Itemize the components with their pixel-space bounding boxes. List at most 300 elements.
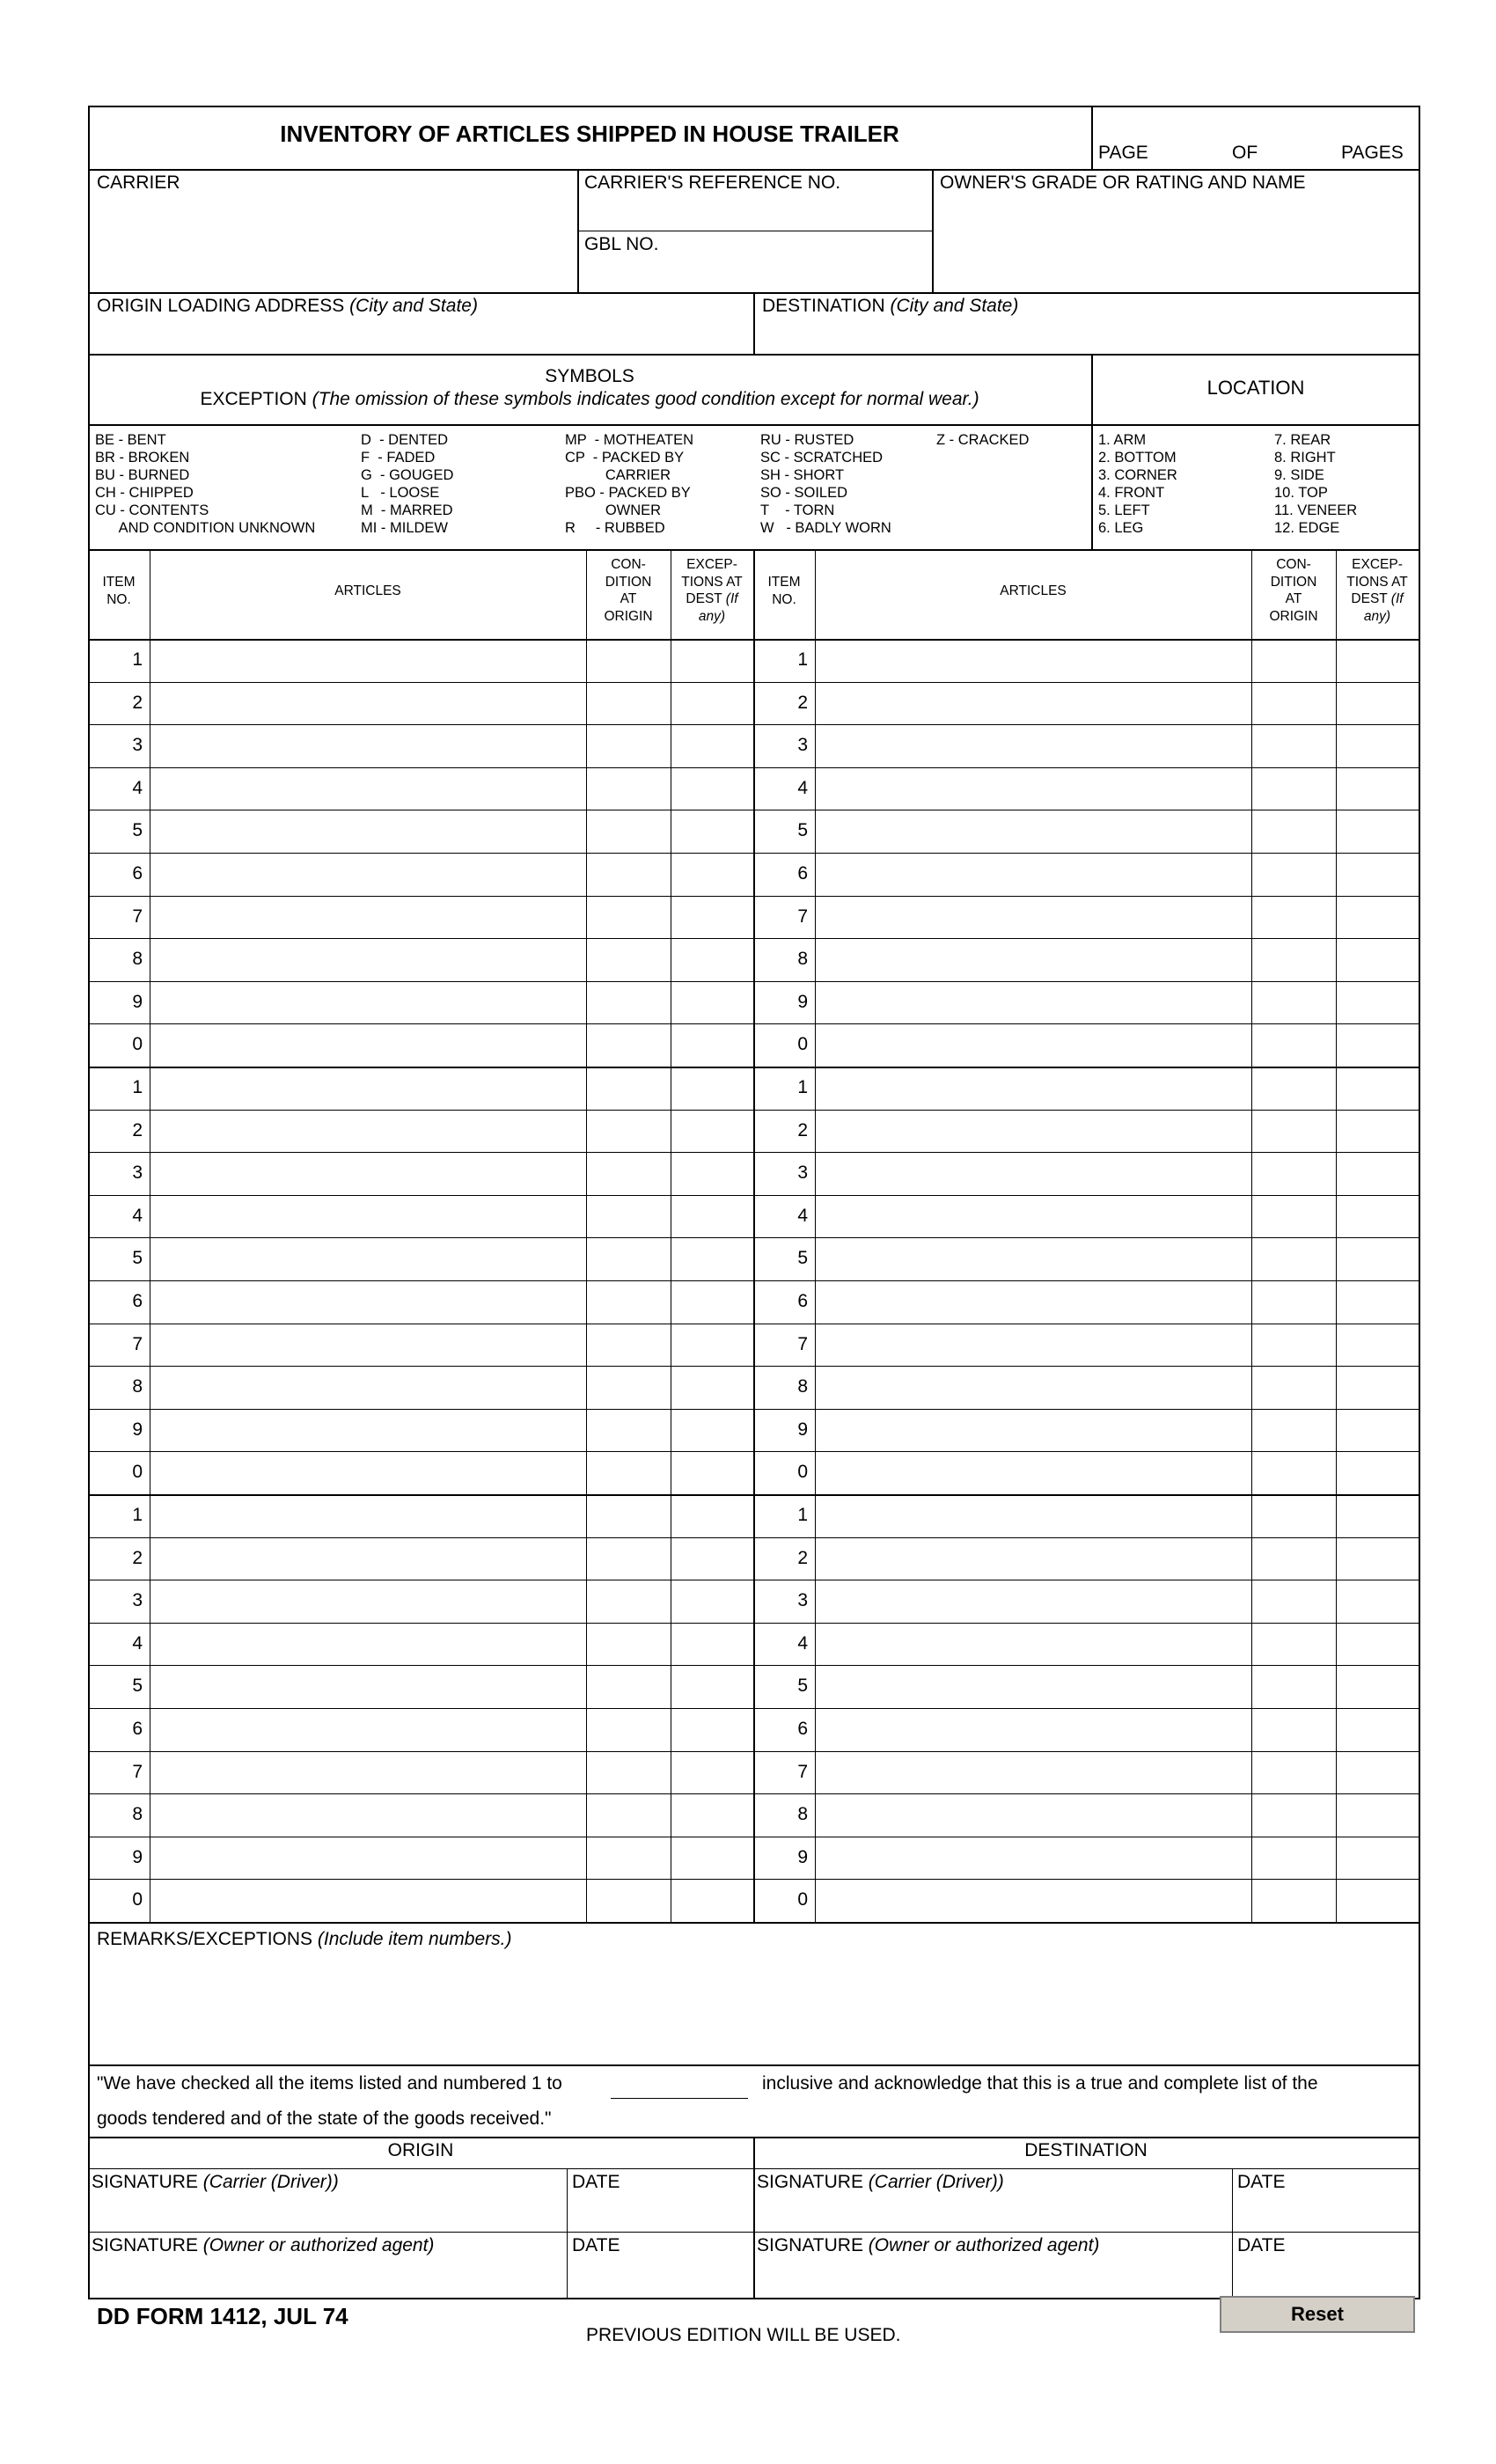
article-input-right[interactable] xyxy=(817,899,1250,935)
condition-origin-input-right[interactable] xyxy=(1253,813,1334,849)
article-input-left[interactable] xyxy=(151,1327,584,1363)
condition-origin-input-left[interactable] xyxy=(588,1712,669,1748)
article-input-right[interactable] xyxy=(817,1541,1250,1577)
condition-origin-input-right[interactable] xyxy=(1253,1412,1334,1448)
exceptions-dest-input-right[interactable] xyxy=(1338,1797,1417,1833)
condition-origin-input-right[interactable] xyxy=(1253,1583,1334,1619)
exceptions-dest-input-right[interactable] xyxy=(1338,1498,1417,1534)
symbols-column-3: MP - MOTHEATEN CP - PACKED BY CARRIER PBO - PACKED BY OWNER R - RUBBED xyxy=(565,432,694,536)
condition-origin-input-left[interactable] xyxy=(588,1412,669,1448)
condition-origin-input-right[interactable] xyxy=(1253,1241,1334,1277)
exceptions-dest-input-right[interactable] xyxy=(1338,856,1417,892)
article-input-left[interactable] xyxy=(151,1755,584,1791)
article-input-right[interactable] xyxy=(817,1455,1250,1491)
exceptions-dest-input-left[interactable] xyxy=(672,1113,752,1149)
exceptions-dest-input-left[interactable] xyxy=(672,1583,752,1619)
exceptions-dest-input-right[interactable] xyxy=(1338,771,1417,807)
condition-header-line: DITION xyxy=(605,574,652,590)
row-number-left: 3 xyxy=(132,1590,143,1611)
exceptions-dest-input-left[interactable] xyxy=(672,1626,752,1662)
exceptions-header-line: TIONS AT xyxy=(1346,574,1408,590)
row-number-right: 4 xyxy=(797,1205,808,1226)
article-input-left[interactable] xyxy=(151,686,584,722)
article-input-right[interactable] xyxy=(817,1626,1250,1662)
article-input-left[interactable] xyxy=(151,1455,584,1491)
article-input-left[interactable] xyxy=(151,1070,584,1106)
exceptions-dest-input-left[interactable] xyxy=(672,1284,752,1320)
article-input-left[interactable] xyxy=(151,1027,584,1063)
row-number-right: 5 xyxy=(797,820,808,841)
article-input-right[interactable] xyxy=(817,1882,1250,1918)
condition-origin-input-left[interactable] xyxy=(588,1755,669,1791)
article-input-right[interactable] xyxy=(817,1327,1250,1363)
exceptions-dest-input-right[interactable] xyxy=(1338,985,1417,1021)
article-input-right[interactable] xyxy=(817,1712,1250,1748)
condition-origin-input-right[interactable] xyxy=(1253,1668,1334,1705)
condition-origin-input-left[interactable] xyxy=(588,1155,669,1192)
row-number-right: 4 xyxy=(797,1632,808,1654)
item-no-header-right: ITEM NO. xyxy=(767,575,801,607)
condition-origin-input-right[interactable] xyxy=(1253,1113,1334,1149)
pages-label: PAGES xyxy=(1341,143,1404,163)
origin-owner-signature-label xyxy=(92,2235,434,2256)
condition-origin-input-right[interactable] xyxy=(1253,1755,1334,1791)
exceptions-dest-input-right[interactable] xyxy=(1338,1455,1417,1491)
article-input-left[interactable] xyxy=(151,1412,584,1448)
owner-agent-hint: (Owner or authorized agent) xyxy=(868,2235,1100,2255)
form-title: INVENTORY OF ARTICLES SHIPPED IN HOUSE TRAILER xyxy=(280,121,899,147)
article-input-right[interactable] xyxy=(817,1155,1250,1192)
article-input-left[interactable] xyxy=(151,1840,584,1876)
row-number-left: 6 xyxy=(132,863,143,884)
row-number-left: 3 xyxy=(132,735,143,756)
exceptions-header-right xyxy=(1336,556,1419,625)
exceptions-dest-input-left[interactable] xyxy=(672,1070,752,1106)
origin-carrier-signature-input[interactable] xyxy=(92,2196,563,2226)
condition-origin-input-right[interactable] xyxy=(1253,728,1334,764)
article-input-right[interactable] xyxy=(817,1241,1250,1277)
exceptions-dest-input-right[interactable] xyxy=(1338,899,1417,935)
exceptions-dest-input-left[interactable] xyxy=(672,1668,752,1705)
row-number-left: 7 xyxy=(132,1333,143,1354)
condition-origin-input-left[interactable] xyxy=(588,1113,669,1149)
condition-origin-input-right[interactable] xyxy=(1253,899,1334,935)
condition-origin-input-left[interactable] xyxy=(588,686,669,722)
condition-origin-input-right[interactable] xyxy=(1253,771,1334,807)
article-input-right[interactable] xyxy=(817,1840,1250,1876)
article-input-right[interactable] xyxy=(817,686,1250,722)
exceptions-dest-input-right[interactable] xyxy=(1338,1284,1417,1320)
condition-header-left xyxy=(586,556,671,625)
article-input-left[interactable] xyxy=(151,1668,584,1705)
exceptions-dest-input-left[interactable] xyxy=(672,686,752,722)
statement-part-1: "We have checked all the items listed and numbered 1 to xyxy=(97,2073,562,2094)
destination-owner-date-label: DATE xyxy=(1237,2235,1286,2255)
article-input-left[interactable] xyxy=(151,1583,584,1619)
exceptions-dest-input-right[interactable] xyxy=(1338,642,1417,678)
origin-owner-date-label: DATE xyxy=(572,2235,620,2255)
exceptions-dest-input-left[interactable] xyxy=(672,1840,752,1876)
owner-grade-label: OWNER'S GRADE OR RATING AND NAME xyxy=(940,172,1306,193)
article-input-right[interactable] xyxy=(817,1369,1250,1405)
exceptions-header-line: any) xyxy=(1363,608,1391,624)
article-input-right[interactable] xyxy=(817,1755,1250,1791)
condition-header-line: CON- xyxy=(1276,557,1311,572)
exceptions-dest-input-right[interactable] xyxy=(1338,1070,1417,1106)
article-input-right[interactable] xyxy=(817,1668,1250,1705)
article-input-left[interactable] xyxy=(151,985,584,1021)
origin-owner-signature-input[interactable] xyxy=(92,2260,563,2290)
row-number-right: 5 xyxy=(797,1676,808,1697)
symbols-column-4: RU - RUSTED SC - SCRATCHED SH - SHORT SO - SOILED T - TORN W - BADLY WORN xyxy=(760,432,891,536)
condition-origin-input-left[interactable] xyxy=(588,1498,669,1534)
article-input-left[interactable] xyxy=(151,1498,584,1534)
article-input-left[interactable] xyxy=(151,1882,584,1918)
carrier-driver-hint: (Carrier (Driver)) xyxy=(202,2172,339,2192)
item-no-header-left: ITEM NO. xyxy=(102,575,136,607)
exceptions-dest-input-left[interactable] xyxy=(672,642,752,678)
exceptions-dest-input-right[interactable] xyxy=(1338,1882,1417,1918)
row-number-left: 6 xyxy=(132,1291,143,1311)
row-number-left: 9 xyxy=(132,1419,143,1440)
exceptions-dest-input-right[interactable] xyxy=(1338,1327,1417,1363)
row-number-right: 7 xyxy=(797,1761,808,1782)
article-input-right[interactable] xyxy=(817,771,1250,807)
condition-origin-input-left[interactable] xyxy=(588,1668,669,1705)
condition-header-line: DITION xyxy=(1270,574,1317,590)
exceptions-dest-input-left[interactable] xyxy=(672,1327,752,1363)
article-input-left[interactable] xyxy=(151,1626,584,1662)
article-input-right[interactable] xyxy=(817,1498,1250,1534)
exceptions-dest-input-left[interactable] xyxy=(672,1498,752,1534)
article-input-right[interactable] xyxy=(817,985,1250,1021)
row-number-right: 9 xyxy=(797,1846,808,1867)
article-input-right[interactable] xyxy=(817,1199,1250,1235)
row-number-left: 6 xyxy=(132,1719,143,1739)
row-number-right: 0 xyxy=(797,1034,808,1055)
row-number-left: 1 xyxy=(132,1505,143,1525)
destination-carrier-date-input[interactable] xyxy=(1236,2196,1415,2226)
form-id: DD FORM 1412, JUL 74 xyxy=(97,2303,348,2329)
remarks-hint: (Include item numbers.) xyxy=(317,1929,512,1949)
article-input-right[interactable] xyxy=(817,856,1250,892)
article-input-right[interactable] xyxy=(817,1583,1250,1619)
article-input-left[interactable] xyxy=(151,1199,584,1235)
article-input-right[interactable] xyxy=(817,642,1250,678)
destination-carrier-signature-label xyxy=(757,2172,1004,2193)
condition-origin-input-left[interactable] xyxy=(588,1199,669,1235)
carrier-input[interactable] xyxy=(92,195,574,289)
exceptions-dest-input-right[interactable] xyxy=(1338,1241,1417,1277)
row-number-right: 8 xyxy=(797,1804,808,1825)
exceptions-dest-input-right[interactable] xyxy=(1338,1668,1417,1705)
destination-owner-signature-input[interactable] xyxy=(757,2260,1228,2290)
row-number-left: 9 xyxy=(132,1846,143,1867)
row-number-right: 8 xyxy=(797,949,808,970)
condition-origin-input-left[interactable] xyxy=(588,1369,669,1405)
location-title: LOCATION xyxy=(1206,377,1305,399)
condition-origin-input-left[interactable] xyxy=(588,1327,669,1363)
exceptions-dest-input-left[interactable] xyxy=(672,1797,752,1833)
exceptions-dest-input-right[interactable] xyxy=(1338,942,1417,978)
destination-heading: DESTINATION xyxy=(1024,2140,1148,2160)
condition-origin-input-right[interactable] xyxy=(1253,686,1334,722)
origin-owner-date-input[interactable] xyxy=(570,2260,750,2290)
exceptions-if-text: (If xyxy=(725,591,738,606)
article-input-left[interactable] xyxy=(151,1113,584,1149)
articles-header-left: ARTICLES xyxy=(334,583,401,598)
symbols-column-2: D - DENTED F - FADED G - GOUGED L - LOOSE M - MARRED MI - MILDEW xyxy=(361,432,454,536)
exceptions-dest-input-right[interactable] xyxy=(1338,1840,1417,1876)
destination-hint: (City and State) xyxy=(890,296,1019,316)
exceptions-dest-input-right[interactable] xyxy=(1338,1583,1417,1619)
exceptions-dest-input-left[interactable] xyxy=(672,1712,752,1748)
condition-origin-input-right[interactable] xyxy=(1253,1455,1334,1491)
condition-origin-input-left[interactable] xyxy=(588,856,669,892)
condition-origin-input-left[interactable] xyxy=(588,728,669,764)
row-number-left: 5 xyxy=(132,1676,143,1697)
row-number-right: 9 xyxy=(797,1419,808,1440)
condition-origin-input-left[interactable] xyxy=(588,813,669,849)
carrier-reference-label: CARRIER'S REFERENCE NO. xyxy=(584,172,841,193)
exceptions-if-text: (If xyxy=(1390,591,1404,606)
remarks-label-text: REMARKS/EXCEPTIONS xyxy=(97,1929,318,1949)
exceptions-dest-input-left[interactable] xyxy=(672,1882,752,1918)
destination-label xyxy=(762,296,1018,317)
row-number-right: 1 xyxy=(797,649,808,670)
exceptions-dest-input-right[interactable] xyxy=(1338,728,1417,764)
condition-origin-input-right[interactable] xyxy=(1253,856,1334,892)
exceptions-dest-input-left[interactable] xyxy=(672,1455,752,1491)
exceptions-dest-input-left[interactable] xyxy=(672,728,752,764)
articles-header-right: ARTICLES xyxy=(1000,583,1067,598)
article-input-left[interactable] xyxy=(151,899,584,935)
exceptions-dest-input-right[interactable] xyxy=(1338,1712,1417,1748)
sig-label: SIGNATURE xyxy=(92,2235,203,2255)
previous-edition-note: PREVIOUS EDITION WILL BE USED. xyxy=(586,2325,901,2345)
exceptions-header-line xyxy=(671,590,753,608)
article-input-left[interactable] xyxy=(151,1155,584,1192)
article-input-left[interactable] xyxy=(151,728,584,764)
article-input-left[interactable] xyxy=(151,642,584,678)
exceptions-dest-input-right[interactable] xyxy=(1338,1199,1417,1235)
exceptions-dest-input-left[interactable] xyxy=(672,1027,752,1063)
exceptions-dest-input-left[interactable] xyxy=(672,813,752,849)
carrier-label: CARRIER xyxy=(97,172,180,193)
exceptions-dest-input-left[interactable] xyxy=(672,1412,752,1448)
article-input-right[interactable] xyxy=(817,1027,1250,1063)
condition-origin-input-left[interactable] xyxy=(588,1840,669,1876)
condition-origin-input-right[interactable] xyxy=(1253,985,1334,1021)
condition-header-line: ORIGIN xyxy=(1269,608,1318,624)
row-number-right: 6 xyxy=(797,1719,808,1739)
exceptions-dest-input-right[interactable] xyxy=(1338,1369,1417,1405)
row-number-left: 3 xyxy=(132,1162,143,1184)
exceptions-header-line: any) xyxy=(698,608,726,624)
row-number-right: 7 xyxy=(797,1333,808,1354)
condition-origin-input-left[interactable] xyxy=(588,771,669,807)
origin-carrier-date-input[interactable] xyxy=(570,2196,750,2226)
condition-header-line: AT xyxy=(620,591,637,606)
origin-carrier-signature-label xyxy=(92,2172,339,2193)
article-input-right[interactable] xyxy=(817,1797,1250,1833)
row-number-right: 8 xyxy=(797,1376,808,1397)
row-number-right: 1 xyxy=(797,1505,808,1525)
condition-origin-input-right[interactable] xyxy=(1253,1882,1334,1918)
exception-note xyxy=(88,389,1091,410)
exceptions-dest-input-right[interactable] xyxy=(1338,686,1417,722)
exceptions-dest-input-left[interactable] xyxy=(672,899,752,935)
condition-origin-input-right[interactable] xyxy=(1253,1712,1334,1748)
condition-origin-input-left[interactable] xyxy=(588,1797,669,1833)
row-number-left: 8 xyxy=(132,1376,143,1397)
origin-heading: ORIGIN xyxy=(387,2140,454,2160)
condition-origin-input-right[interactable] xyxy=(1253,1284,1334,1320)
destination-owner-signature-label xyxy=(757,2235,1099,2256)
condition-origin-input-right[interactable] xyxy=(1253,942,1334,978)
exceptions-header-line: EXCEP- xyxy=(1352,557,1403,572)
exceptions-dest-input-left[interactable] xyxy=(672,771,752,807)
exceptions-dest-input-right[interactable] xyxy=(1338,1155,1417,1192)
row-number-right: 1 xyxy=(797,1077,808,1097)
owner-agent-hint: (Owner or authorized agent) xyxy=(202,2235,435,2255)
exceptions-header-line: TIONS AT xyxy=(681,574,743,590)
origin-address-label-text: ORIGIN LOADING ADDRESS xyxy=(97,296,350,316)
exceptions-dest-input-left[interactable] xyxy=(672,856,752,892)
exceptions-dest-input-right[interactable] xyxy=(1338,1626,1417,1662)
article-input-right[interactable] xyxy=(817,1070,1250,1106)
exceptions-dest-input-right[interactable] xyxy=(1338,1541,1417,1577)
condition-origin-input-left[interactable] xyxy=(588,1541,669,1577)
origin-address-input[interactable] xyxy=(92,319,750,350)
exceptions-dest-input-left[interactable] xyxy=(672,1541,752,1577)
destination-input[interactable] xyxy=(757,319,1415,350)
row-number-left: 0 xyxy=(132,1889,143,1910)
article-input-right[interactable] xyxy=(817,813,1250,849)
article-input-left[interactable] xyxy=(151,1797,584,1833)
article-input-left[interactable] xyxy=(151,1369,584,1405)
condition-header-right xyxy=(1251,556,1336,625)
condition-origin-input-right[interactable] xyxy=(1253,1199,1334,1235)
remarks-input[interactable] xyxy=(92,1952,1415,2061)
condition-origin-input-left[interactable] xyxy=(588,1583,669,1619)
destination-carrier-signature-input[interactable] xyxy=(757,2196,1228,2226)
article-input-left[interactable] xyxy=(151,1541,584,1577)
condition-origin-input-left[interactable] xyxy=(588,642,669,678)
condition-origin-input-right[interactable] xyxy=(1253,1155,1334,1192)
row-number-right: 3 xyxy=(797,735,808,756)
exceptions-dest-input-left[interactable] xyxy=(672,1241,752,1277)
condition-origin-input-left[interactable] xyxy=(588,1882,669,1918)
article-input-left[interactable] xyxy=(151,1284,584,1320)
row-number-right: 5 xyxy=(797,1248,808,1269)
condition-origin-input-right[interactable] xyxy=(1253,1369,1334,1405)
remarks-label xyxy=(97,1929,511,1950)
condition-origin-input-left[interactable] xyxy=(588,1070,669,1106)
article-input-left[interactable] xyxy=(151,813,584,849)
condition-origin-input-right[interactable] xyxy=(1253,1327,1334,1363)
row-number-left: 9 xyxy=(132,991,143,1012)
article-input-left[interactable] xyxy=(151,1241,584,1277)
exceptions-dest-input-right[interactable] xyxy=(1338,1755,1417,1791)
exceptions-dest-input-left[interactable] xyxy=(672,1199,752,1235)
condition-origin-input-left[interactable] xyxy=(588,985,669,1021)
destination-owner-date-input[interactable] xyxy=(1236,2260,1415,2290)
symbols-title: SYMBOLS xyxy=(545,366,634,386)
article-input-left[interactable] xyxy=(151,942,584,978)
exceptions-dest-input-right[interactable] xyxy=(1338,1027,1417,1063)
exceptions-dest-input-left[interactable] xyxy=(672,1755,752,1791)
article-input-left[interactable] xyxy=(151,771,584,807)
condition-origin-input-right[interactable] xyxy=(1253,1027,1334,1063)
carrier-reference-input[interactable] xyxy=(581,195,929,229)
condition-origin-input-right[interactable] xyxy=(1253,1797,1334,1833)
symbols-column-1: BE - BENT BR - BROKEN BU - BURNED CH - CHIPPED CU - CONTENTS AND CONDITION UNKNOWN xyxy=(95,432,316,536)
condition-origin-input-right[interactable] xyxy=(1253,1840,1334,1876)
row-number-right: 7 xyxy=(797,906,808,927)
article-input-right[interactable] xyxy=(817,1113,1250,1149)
article-input-left[interactable] xyxy=(151,856,584,892)
exceptions-dest-input-left[interactable] xyxy=(672,1155,752,1192)
row-number-left: 1 xyxy=(132,1077,143,1097)
condition-origin-input-left[interactable] xyxy=(588,1241,669,1277)
row-number-left: 7 xyxy=(132,906,143,927)
destination-carrier-date-label: DATE xyxy=(1237,2172,1286,2192)
reset-button[interactable]: Reset xyxy=(1220,2296,1415,2333)
exceptions-dest-input-left[interactable] xyxy=(672,1369,752,1405)
condition-origin-input-right[interactable] xyxy=(1253,1498,1334,1534)
article-input-right[interactable] xyxy=(817,1412,1250,1448)
condition-origin-input-right[interactable] xyxy=(1253,642,1334,678)
row-number-left: 7 xyxy=(132,1761,143,1782)
condition-origin-input-right[interactable] xyxy=(1253,1626,1334,1662)
sig-label: SIGNATURE xyxy=(92,2172,203,2192)
symbols-column-5: Z - CRACKED xyxy=(936,432,1030,448)
condition-origin-input-left[interactable] xyxy=(588,1284,669,1320)
gbl-no-label: GBL NO. xyxy=(584,234,659,254)
condition-origin-input-left[interactable] xyxy=(588,1626,669,1662)
condition-origin-input-right[interactable] xyxy=(1253,1070,1334,1106)
row-number-right: 4 xyxy=(797,777,808,798)
condition-origin-input-left[interactable] xyxy=(588,1027,669,1063)
exceptions-dest-input-right[interactable] xyxy=(1338,1113,1417,1149)
page-number-input[interactable] xyxy=(1155,139,1225,164)
condition-origin-input-left[interactable] xyxy=(588,899,669,935)
row-number-left: 4 xyxy=(132,1205,143,1226)
article-input-right[interactable] xyxy=(817,728,1250,764)
last-item-number-input[interactable] xyxy=(611,2070,748,2096)
exceptions-dest-text: DEST xyxy=(1351,591,1391,606)
article-input-right[interactable] xyxy=(817,1284,1250,1320)
condition-origin-input-left[interactable] xyxy=(588,942,669,978)
condition-header-line: ORIGIN xyxy=(604,608,653,624)
exceptions-dest-input-right[interactable] xyxy=(1338,1412,1417,1448)
article-input-left[interactable] xyxy=(151,1712,584,1748)
owner-grade-input[interactable] xyxy=(935,195,1415,289)
exceptions-dest-input-left[interactable] xyxy=(672,942,752,978)
article-input-right[interactable] xyxy=(817,942,1250,978)
exceptions-header-line xyxy=(1336,590,1419,608)
row-number-left: 8 xyxy=(132,949,143,970)
row-number-left: 1 xyxy=(132,649,143,670)
exceptions-dest-input-left[interactable] xyxy=(672,985,752,1021)
total-pages-input[interactable] xyxy=(1271,139,1341,164)
condition-origin-input-right[interactable] xyxy=(1253,1541,1334,1577)
exceptions-dest-input-right[interactable] xyxy=(1338,813,1417,849)
row-number-left: 5 xyxy=(132,820,143,841)
gbl-no-input[interactable] xyxy=(581,257,929,289)
condition-origin-input-left[interactable] xyxy=(588,1455,669,1491)
